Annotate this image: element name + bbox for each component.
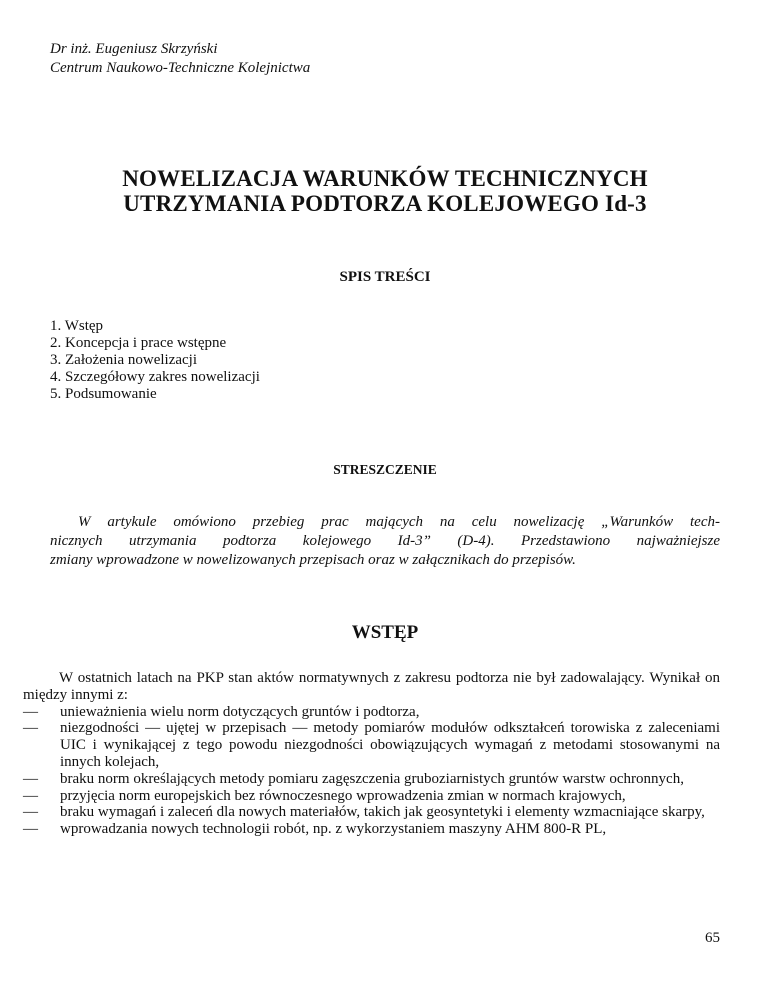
intro-paragraph: W ostatnich latach na PKP stan aktów normatywnych z zakresu podtorza nie był zadowalający. Wynikał on między innymi z: (23, 670, 720, 703)
abstract-line: zmiany wprowadzone w nowelizowanych przepisach oraz w załącznikach do przepisów. (50, 552, 576, 568)
title-line-2: UTRZYMANIA PODTORZA KOLEJOWEGO Id-3 (123, 191, 647, 216)
list-item (23, 804, 720, 821)
list-item (23, 704, 720, 721)
list-item-text: braku norm określających metody pomiaru zagęszczenia gruboziarnistych gruntów warstw ochronnych, (60, 770, 684, 787)
toc-item: 4. Szczegółowy zakres nowelizacji (50, 369, 260, 385)
dash-marker: — (23, 787, 38, 804)
paper-title (50, 166, 720, 216)
page-number: 65 (705, 930, 720, 946)
list-item-text: braku wymagań i zaleceń dla nowych materiałów, takich jak geosyntetyki i elementy wzmacniające skarpy, (60, 804, 705, 821)
list-item (23, 821, 720, 838)
author-name: Dr inż. Eugeniusz Skrzyński (50, 41, 218, 57)
section-body (23, 670, 720, 838)
list-item-text: wprowadzania nowych technologii robót, np. z wykorzystaniem maszyny AHM 800-R PL, (60, 821, 607, 838)
title-line-1: NOWELIZACJA WARUNKÓW TECHNICZNYCH (122, 166, 648, 191)
table-of-contents (50, 318, 260, 403)
list-item-text: unieważnienia wielu norm dotyczących gruntów i podtorza, (60, 703, 420, 720)
author-affiliation: Centrum Naukowo-Techniczne Kolejnictwa (50, 60, 311, 76)
section-heading: WSTĘP (351, 622, 419, 643)
list-item (23, 788, 720, 805)
list-item-text: niezgodności — ujętej w przepisach — metody pomiarów modułów odkształceń torowiska z zaleceniami UIC i wynikającej z tego powodu niezgodności obowiązujących wymagań z metodami stosowanymi na innych kolejach, (60, 720, 720, 770)
toc-item: 2. Koncepcja i prace wstępne (50, 335, 227, 351)
abstract-heading: STRESZCZENIE (333, 462, 437, 477)
dash-marker: — (23, 720, 38, 737)
dash-marker: — (23, 770, 38, 787)
bullet-list (23, 704, 720, 838)
dash-marker: — (23, 821, 38, 838)
toc-item: 1. Wstęp (50, 318, 104, 334)
toc-heading: SPIS TREŚCI (339, 269, 431, 285)
dash-marker: — (23, 703, 38, 720)
list-item-text: przyjęcia norm europejskich bez równoczesnego wprowadzenia zmian w normach krajowych, (60, 787, 626, 804)
author-block (50, 40, 310, 78)
toc-item: 5. Podsumowanie (50, 386, 157, 402)
abstract-line: W artykule omówiono przebieg prac mających na celu nowelizację „Warunków tech- (78, 514, 720, 530)
dash-marker: — (23, 804, 38, 821)
abstract-line: nicznych utrzymania podtorza kolejowego Id-3” (D-4). Przedstawiono najważniejsze (50, 533, 720, 549)
list-item (23, 771, 720, 788)
list-item (23, 720, 720, 770)
abstract-text (50, 513, 720, 570)
toc-item: 3. Założenia nowelizacji (50, 352, 198, 368)
